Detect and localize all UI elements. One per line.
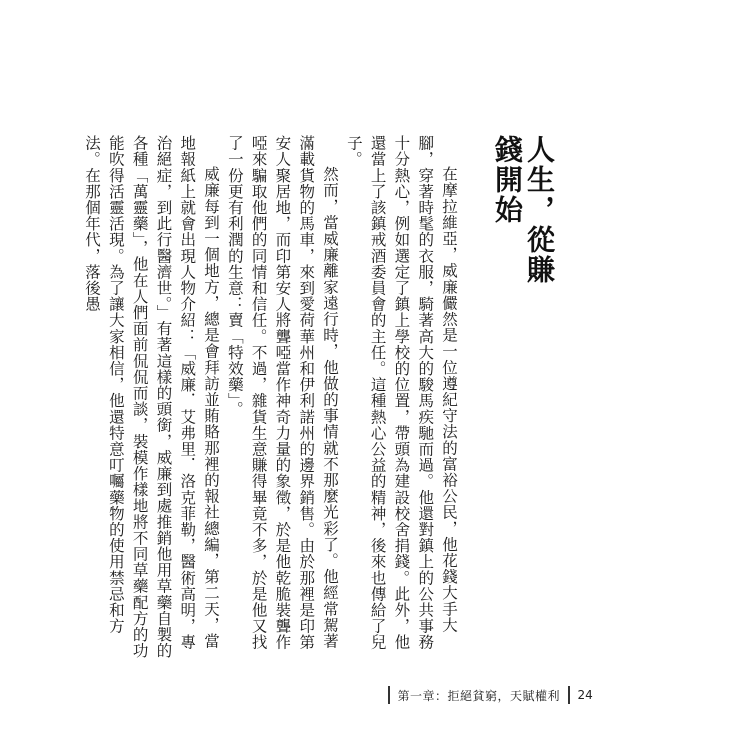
paragraph-3: 威廉每到一個地方，總是會拜訪並賄賂那裡的報社總編，第二天，當地報紙上就會出現人物介紹：「威廉．艾弗里．洛克菲勒，醫術高明，專治絕症，到此行醫濟世。」有著這樣的頭銜，威廉到處推銷他用草藥自製的各種「萬靈藥」，他在人們面前侃侃而談，裝模作樣地將不同草藥配方的功能吹得活靈活現。為了讓大家相信，他還特意叮囑藥物的使用禁忌和方法。在那個年代，落後愚 [83,135,221,659]
page-number: 24 [577,688,593,702]
paragraph-2: 然而，當威廉離家遠行時，他做的事情就不那麼光彩了。他經常駕著滿載貨物的馬車，來到愛荷華州和伊利諾州的邊界銷售。由於那裡是印第安人聚居地，而印第安人將聾啞當作神奇力量的象徵，於是他乾脆裝聾作啞來騙取他們的同情和信任。不過，雜貨生意賺得畢竟不多，於是他又找了一份更有利潤的生意：賣「特效藥」。 [225,135,340,651]
footer-chapter-title: 第一章：拒絕貧窮，天賦權利 [397,688,561,703]
footer-divider-right [568,686,570,704]
page-footer [380,682,593,708]
chapter-section-title: 人生，從賺錢開始 [491,135,556,285]
body-text [83,135,460,665]
paragraph-1: 在摩拉維亞，威廉儼然是一位遵紀守法的富裕公民，他花錢大手大腳，穿著時髦的衣服，騎著高大的駿馬疾馳而過。他還對鎮上的公共事務十分熱心，例如選定了鎮上學校的位置，帶頭為建設校舍捐錢。此外，他還當上了該鎮戒酒委員會的主任。這種熱心公益的精神，後來也傳給了兒子。 [344,135,458,651]
footer-divider-left [388,686,390,704]
